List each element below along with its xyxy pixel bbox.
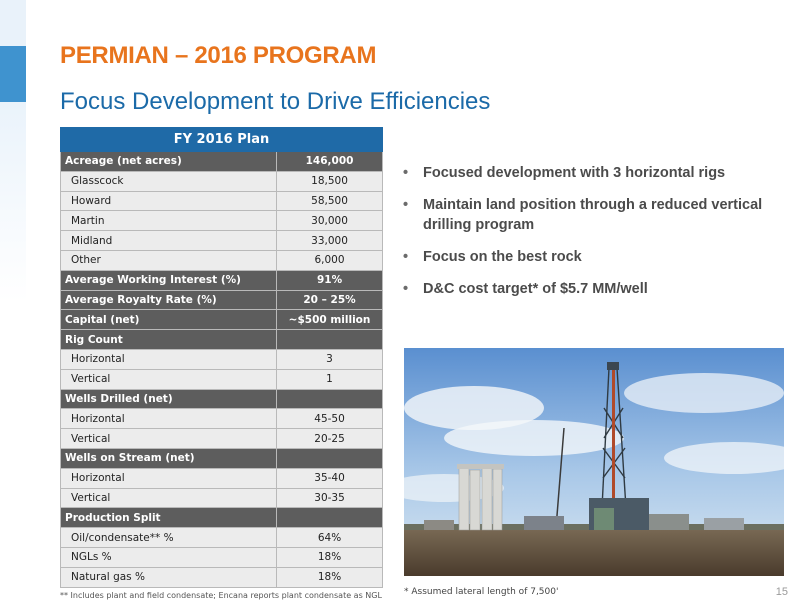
row-label: Horizontal: [61, 349, 277, 369]
row-label: NGLs %: [61, 547, 277, 567]
bullet-item: • Focused development with 3 horizontal rigs: [403, 165, 726, 181]
table-row: [61, 369, 383, 389]
table-row: [61, 270, 383, 290]
table-row: [61, 171, 383, 191]
row-value: [277, 448, 383, 468]
table-row: [61, 547, 383, 567]
row-label: Oil/condensate** %: [61, 528, 277, 548]
row-value: 58,500: [277, 191, 383, 211]
row-value: [277, 389, 383, 409]
table-row: [61, 508, 383, 528]
row-value: [277, 508, 383, 528]
row-label: Vertical: [61, 488, 277, 508]
table-heading: FY 2016 Plan: [61, 128, 383, 152]
footnote-condensate: ** Includes plant and field condensate; Encana reports plant condensate as NGL: [60, 591, 382, 600]
row-label: Wells on Stream (net): [61, 448, 277, 468]
row-value: 20-25: [277, 429, 383, 449]
row-value: 146,000: [277, 152, 383, 172]
row-label: Midland: [61, 231, 277, 251]
bullet-item: • Maintain land position through a reduced vertical drilling program: [403, 197, 763, 233]
table-row: [61, 330, 383, 350]
page-subtitle: Focus Development to Drive Efficiencies: [60, 88, 491, 115]
page-title: PERMIAN – 2016 PROGRAM: [60, 42, 377, 69]
table-row: [61, 528, 383, 548]
row-value: 35-40: [277, 468, 383, 488]
row-value: 18%: [277, 547, 383, 567]
table-row: [61, 429, 383, 449]
row-label: Glasscock: [61, 171, 277, 191]
row-label: Vertical: [61, 429, 277, 449]
fy2016-plan-table: [60, 127, 383, 588]
table-row: [61, 152, 383, 172]
row-label: Capital (net): [61, 310, 277, 330]
table-row: [61, 211, 383, 231]
row-label: Howard: [61, 191, 277, 211]
row-value: 30,000: [277, 211, 383, 231]
table-row: [61, 349, 383, 369]
row-value: 18,500: [277, 171, 383, 191]
row-value: 18%: [277, 567, 383, 587]
row-label: Martin: [61, 211, 277, 231]
table-row: [61, 191, 383, 211]
row-value: 91%: [277, 270, 383, 290]
row-value: 45-50: [277, 409, 383, 429]
row-label: Production Split: [61, 508, 277, 528]
row-label: Other: [61, 250, 277, 270]
row-label: Natural gas %: [61, 567, 277, 587]
row-label: Rig Count: [61, 330, 277, 350]
row-value: 33,000: [277, 231, 383, 251]
row-label: Vertical: [61, 369, 277, 389]
row-value: 1: [277, 369, 383, 389]
table-row: [61, 389, 383, 409]
row-label: Horizontal: [61, 468, 277, 488]
table-row: [61, 468, 383, 488]
table-row: [61, 567, 383, 587]
footnote-lateral-length: * Assumed lateral length of 7,500': [404, 587, 559, 597]
table-row: [61, 250, 383, 270]
row-value: 6,000: [277, 250, 383, 270]
table-row: [61, 448, 383, 468]
table-header-row: [61, 128, 383, 152]
bullet-list: [403, 163, 788, 311]
left-accent-bar: [0, 0, 26, 300]
row-value: 30-35: [277, 488, 383, 508]
row-value: 64%: [277, 528, 383, 548]
row-label: Acreage (net acres): [61, 152, 277, 172]
table-row: [61, 409, 383, 429]
drilling-rig-photo: [404, 348, 784, 576]
row-label: Horizontal: [61, 409, 277, 429]
bullet-item: • Focus on the best rock: [403, 249, 582, 265]
row-value: 3: [277, 349, 383, 369]
row-label: Wells Drilled (net): [61, 389, 277, 409]
bullet-item: • D&C cost target* of $5.7 MM/well: [403, 281, 648, 297]
row-label: Average Royalty Rate (%): [61, 290, 277, 310]
row-value: [277, 330, 383, 350]
row-value: 20 – 25%: [277, 290, 383, 310]
table-row: [61, 488, 383, 508]
row-value: ~$500 million: [277, 310, 383, 330]
page-number: 15: [775, 586, 788, 598]
row-label: Average Working Interest (%): [61, 270, 277, 290]
table-row: [61, 290, 383, 310]
table-row: [61, 310, 383, 330]
table-row: [61, 231, 383, 251]
